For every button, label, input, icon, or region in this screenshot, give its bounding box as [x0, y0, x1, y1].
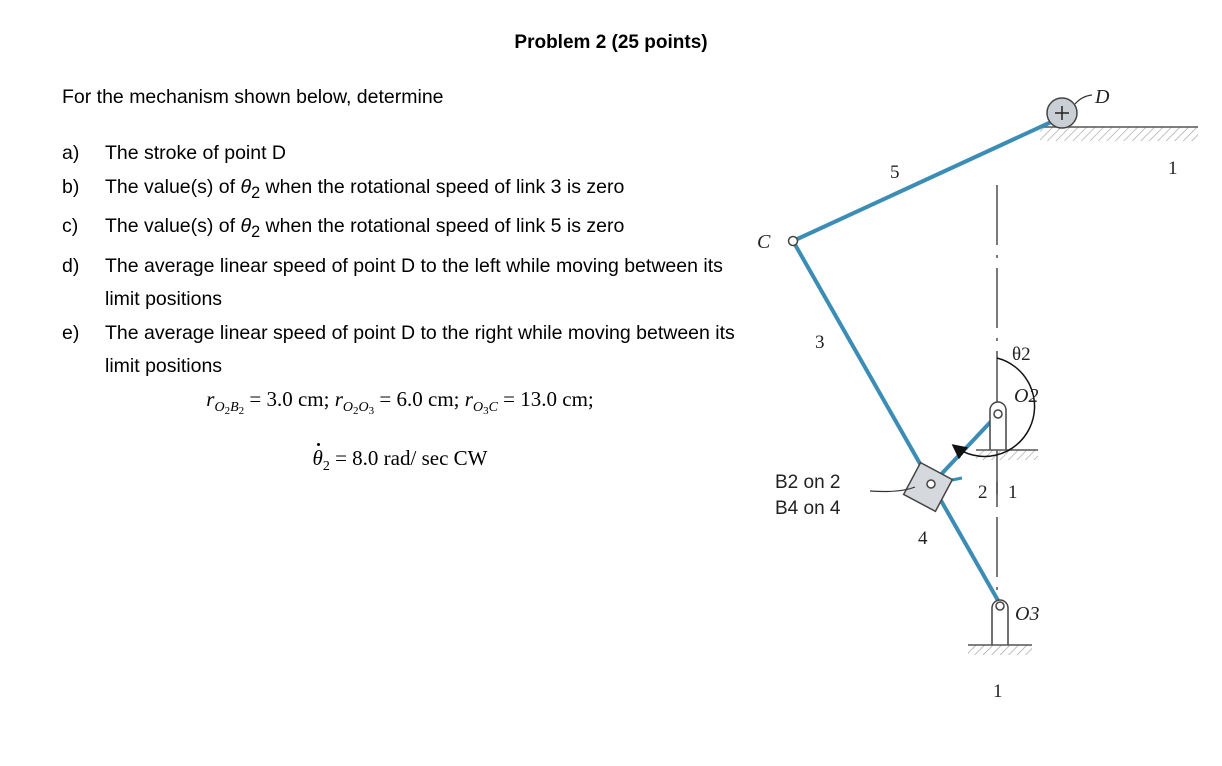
question-label: b): [62, 175, 80, 198]
pin-b: [927, 480, 935, 488]
question-text: The value(s) of $\theta_2$ when the rotational speed of link 5 is zero: [105, 215, 625, 241]
label-o3: O3: [1015, 603, 1040, 625]
given-lengths: $r_{O_2B_2} = 3.0$ cm; $r_{O_2O_3} = 6.0$ cm; $r_{O_3C} = 13.0$ cm;: [206, 387, 594, 417]
ground-pivot-o2: [990, 402, 1006, 450]
pin-o3: [996, 602, 1004, 610]
label-d: D: [1095, 86, 1110, 108]
ground-hatch-top: [1040, 127, 1198, 141]
label-o2: O2: [1014, 385, 1039, 407]
pin-c: [789, 237, 798, 246]
question-text: The stroke of point D: [105, 142, 287, 164]
label-b2: B2 on 2: [775, 472, 841, 493]
question-text: The average linear speed of point D to the right while moving between its limit positions: [105, 321, 735, 378]
label-link-5: 5: [890, 162, 900, 183]
link-3: [793, 241, 1000, 604]
label-b4: B4 on 4: [775, 498, 841, 519]
label-theta2: θ2: [1012, 344, 1031, 365]
question-label: c): [62, 215, 79, 238]
label-d-leader: [1075, 95, 1092, 104]
question-text: The value(s) of $\theta_2$ when the rotational speed of link 3 is zero: [105, 175, 625, 202]
question-label: d): [62, 254, 80, 277]
ground-hatch-o3: [968, 645, 1032, 655]
given-angular-speed: $\theta_2 = 8.0$ rad/ sec CW: [312, 446, 488, 474]
question-label: e): [62, 321, 80, 344]
label-link-3: 3: [815, 332, 825, 353]
label-ground-1-mid: 1: [1008, 482, 1018, 503]
label-c: C: [757, 231, 771, 253]
label-link-2: 2: [978, 482, 988, 503]
label-ground-1-bottom: 1: [993, 681, 1003, 702]
pin-o2: [994, 410, 1002, 418]
question-text: The average linear speed of point D to the left while moving between its limit positions: [105, 254, 723, 311]
label-ground-1: 1: [1168, 158, 1178, 179]
problem-intro: For the mechanism shown below, determine: [62, 86, 444, 108]
question-label: a): [62, 142, 80, 164]
link-5: [793, 117, 1062, 241]
label-link-4: 4: [918, 528, 928, 549]
problem-title: Problem 2 (25 points): [514, 32, 708, 53]
